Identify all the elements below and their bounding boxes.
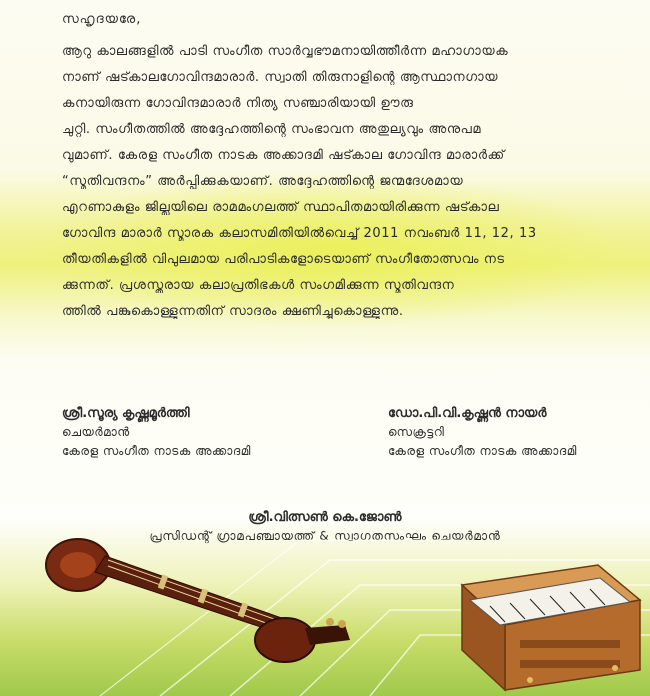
veena-icon <box>46 539 350 662</box>
president-role: പ്രസിഡന്റ് ഗ്രാമപഞ്ചായത്ത് & സ്വാഗതസംഘം ചെയർമാൻ <box>149 529 501 543</box>
letter-line: തീയതികളിൽ വിപുലമായ പരിപാടികളോടെയാണ് സംഗീതോത്സവം നട <box>62 252 505 267</box>
letter-line: കനായിരുന്ന ഗോവിന്ദമാരാർ നിത്യ സഞ്ചാരിയായി ഊരു <box>62 96 414 111</box>
letter-line: നാണ് ഷട്കാലഗോവിന്ദമാരാർ. സ്വാതി തിരുനാളിന്റെ ആസ്ഥാനഗായ <box>62 70 499 85</box>
letter-line: ഗോവിന്ദ മാരാർ സ്മാരക കലാസമിതിയിൽവെച്ച് 2011 നവംബർ 11, 12, 13 <box>62 226 537 241</box>
letter-line: ക്കുന്നത്. പ്രശസ്തരായ കലാപ്രതിഭകൾ സംഗമിക്കുന്ന സ്മൃതിവന്ദന <box>62 278 455 293</box>
letter-line: ചുറ്റി. സംഗീതത്തിൽ അദ്ദേഹത്തിന്റെ സംഭാവന അതുല്യവും അനുപമ <box>62 122 482 137</box>
signatory-org: കേരള സംഗീത നാടക അക്കാദമി <box>388 444 577 458</box>
letter-line: ത്തിൽ പങ്കുകൊള്ളുന്നതിന് സാദരം ക്ഷണിച്ചുകൊള്ളുന്നു. <box>62 304 404 319</box>
letter-line: എറണാകുളം ജില്ലയിലെ രാമമംഗലത്ത് സ്ഥാപിതമായിരിക്കുന്ന ഷട്കാല <box>62 200 500 215</box>
letter-line: “സ്മൃതിവന്ദനം” അർപ്പിക്കുകയാണ്. അദ്ദേഹത്തിന്റെ ജന്മദേശമായ <box>62 174 464 189</box>
signatory-name: ശ്രീ.സൂര്യ കൃഷ്ണമൂർത്തി <box>62 406 190 421</box>
signatory-role: സെക്രട്ടറി <box>388 425 445 439</box>
letter-line: ആറു കാലങ്ങളിൽ പാടി സംഗീത സാർവ്വഭൗമനായിത്തീർന്ന മഹാഗായക <box>62 44 509 59</box>
harmonium-icon <box>462 565 640 690</box>
president-name: ശ്രീ.വിത്സൺ കെ.ജോൺ <box>248 510 402 525</box>
signatory-org: കേരള സംഗീത നാടക അക്കാദമി <box>62 444 251 458</box>
greeting: സഹൃദയരേ, <box>62 12 142 27</box>
signatory-name: ഡോ.പി.വി.കൃഷ്ണൻ നായർ <box>388 406 547 421</box>
letter-line: വുമാണ്. കേരള സംഗീത നാടക അക്കാദമി ഷട്കാല ഗോവിന്ദ മാരാർക്ക് <box>62 148 505 163</box>
signatory-role: ചെയർമാൻ <box>62 425 130 439</box>
